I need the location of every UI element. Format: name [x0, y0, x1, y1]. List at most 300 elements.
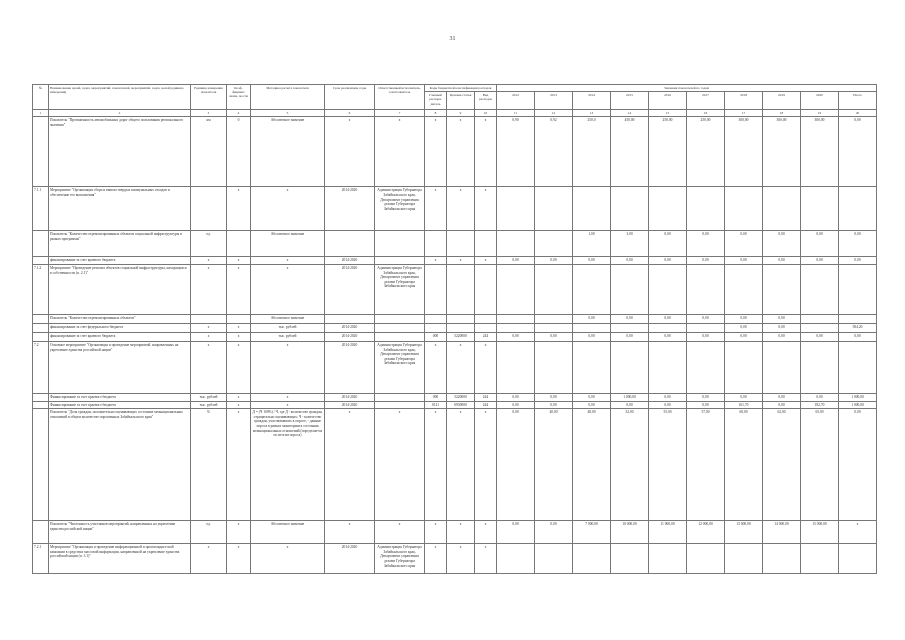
header-cell-year: Итого: [839, 92, 877, 110]
row-value: [535, 315, 573, 324]
row-budget-1: [425, 231, 447, 257]
row-number: 7.2.1: [33, 544, 49, 574]
row-number: [33, 324, 49, 333]
row-value: 0,00: [611, 401, 649, 409]
row-value: 0,00: [611, 333, 649, 342]
row-value: [535, 265, 573, 315]
row-responsible: х: [375, 117, 425, 187]
row-value: [801, 544, 839, 574]
row-number: [33, 117, 49, 187]
header-row: [33, 85, 877, 92]
column-number: 17: [725, 110, 763, 117]
row-value: 0,00: [687, 231, 725, 257]
table-row: [33, 117, 877, 187]
header-cell-budget-1: Главный распоря- дитель: [425, 92, 447, 110]
row-value: [687, 544, 725, 574]
header-cell-name: Наименование целей, задач, мероприятий, показателей, мероприятий, задач, целей (единица измерения): [49, 85, 191, 110]
row-unit: х: [191, 342, 227, 394]
row-value: 0,00: [725, 231, 763, 257]
row-value: 48,00: [573, 409, 611, 521]
row-method: тыс. рублей: [251, 333, 325, 342]
row-unit: тыс. рублей: [191, 401, 227, 409]
column-number: 16: [687, 110, 725, 117]
column-number: 10: [475, 110, 497, 117]
row-value: [497, 342, 535, 394]
header-cell-unit: Единица измерения показателя: [191, 85, 227, 110]
row-budget-1: [425, 265, 447, 315]
row-term: [325, 231, 375, 257]
header-cell-values: Значения показателей по годам: [497, 85, 877, 92]
row-value: [535, 324, 573, 333]
row-value: 0,00: [725, 333, 763, 342]
row-coef: х: [227, 187, 251, 231]
row-value: 0,00: [535, 257, 573, 265]
row-budget-2: х: [447, 521, 475, 544]
row-value: 0,00: [649, 315, 687, 324]
header-cell-year: 2016: [649, 92, 687, 110]
row-value: 12 000,00: [687, 521, 725, 544]
row-term: 2014-2020: [325, 265, 375, 315]
table-row: [33, 521, 877, 544]
row-number: [33, 257, 49, 265]
row-value: 1 000,00: [839, 401, 877, 409]
row-coef: х: [227, 521, 251, 544]
row-value: 0,00: [611, 315, 649, 324]
row-value: [649, 265, 687, 315]
header-cell-no: №: [33, 85, 49, 110]
column-number: 11: [497, 110, 535, 117]
row-responsible: Администрация Губернатора Забайкальского края, Департамент управления делами Губернатора Забайкальского края: [375, 265, 425, 315]
row-unit: [191, 187, 227, 231]
row-value: 0,00: [573, 315, 611, 324]
row-value: 0,00: [535, 521, 573, 544]
column-number: 7: [375, 110, 425, 117]
row-budget-3: х: [475, 117, 497, 187]
row-responsible: [375, 315, 425, 324]
row-coef: х: [227, 409, 251, 521]
row-coef: х: [227, 324, 251, 333]
table-row: [33, 342, 877, 394]
row-value: [611, 187, 649, 231]
row-value: [497, 544, 535, 574]
row-coef: х: [227, 401, 251, 409]
row-unit: х: [191, 324, 227, 333]
row-unit: х: [191, 257, 227, 265]
row-name: финансирование за счет краевого бюджета: [49, 257, 191, 265]
row-budget-3: х: [475, 409, 497, 521]
row-value: [725, 187, 763, 231]
header-cell-year: 2012: [497, 92, 535, 110]
row-value: 0,00: [763, 394, 801, 402]
row-value: [725, 342, 763, 394]
row-value: 0,00: [611, 257, 649, 265]
header-cell-year: 2018: [725, 92, 763, 110]
row-value: [573, 324, 611, 333]
row-value: [497, 231, 535, 257]
row-value: [573, 544, 611, 574]
row-value: 0,00: [573, 333, 611, 342]
row-value: 250,00: [649, 117, 687, 187]
column-number: 9: [447, 110, 475, 117]
row-budget-3: [475, 231, 497, 257]
row-budget-3: [475, 315, 497, 324]
row-value: 60,00: [725, 409, 763, 521]
row-value: [535, 342, 573, 394]
row-budget-3: х: [475, 342, 497, 394]
row-method: х: [251, 342, 325, 394]
row-value: 0,00: [801, 231, 839, 257]
row-value: 62,00: [763, 409, 801, 521]
column-number: 8: [425, 110, 447, 117]
row-value: [801, 324, 839, 333]
header-cell-method: Методика расчета показателя: [251, 85, 325, 110]
row-budget-1: х: [425, 187, 447, 231]
header-cell-coef: Коэф- фициент значи- мости: [227, 85, 251, 110]
row-budget-1: [425, 324, 447, 333]
row-budget-2: [447, 231, 475, 257]
row-budget-2: 5220000: [447, 394, 475, 402]
row-name: финансирование за счет краевого бюджета: [49, 333, 191, 342]
row-term: 2014-2020: [325, 401, 375, 409]
row-value: 0,00: [573, 394, 611, 402]
row-number: 7.1.1: [33, 187, 49, 231]
header-cell-year: 2020: [801, 92, 839, 110]
row-value: 182,70: [801, 401, 839, 409]
row-value: 7 000,00: [573, 521, 611, 544]
header-cell-year: 2019: [763, 92, 801, 110]
row-budget-2: 0930000: [447, 401, 475, 409]
row-value: 0,00: [535, 401, 573, 409]
row-budget-1: х: [425, 544, 447, 574]
row-responsible: Администрация Губернатора Забайкальского края, Департамент управления делами Губернатора Забайкальского края: [375, 342, 425, 394]
row-name: Показатель "Протяженность автомобильных дорог общего пользования регионального значения": [49, 117, 191, 187]
row-unit: х: [191, 333, 227, 342]
row-value: 11 000,00: [649, 521, 687, 544]
row-value: 15 000,00: [801, 521, 839, 544]
row-term: 2014-2020: [325, 544, 375, 574]
row-term: 2014-2020: [325, 333, 375, 342]
row-method: Абсолютное значение: [251, 521, 325, 544]
row-budget-3: х: [475, 521, 497, 544]
row-value: 250,0: [573, 117, 611, 187]
row-responsible: [375, 333, 425, 342]
row-responsible: Администрация Губернатора Забайкальского края, Департамент управления делами Губернатора Забайкальского края: [375, 187, 425, 231]
row-value: 52,00: [611, 409, 649, 521]
row-responsible: Администрация Губернатора Забайкальского края, Департамент управления делами Губернатора Забайкальского края: [375, 544, 425, 574]
table-row: [33, 265, 877, 315]
row-method: х: [251, 544, 325, 574]
row-value: 1 000,00: [611, 394, 649, 402]
row-value: 0,00: [725, 315, 763, 324]
row-value: [687, 187, 725, 231]
row-name: финансирование за счет федерального бюджета: [49, 324, 191, 333]
row-budget-1: х: [425, 257, 447, 265]
row-budget-2: [447, 265, 475, 315]
row-method: Абсолютное значение: [251, 231, 325, 257]
row-responsible: [375, 324, 425, 333]
row-value: 0,00: [763, 333, 801, 342]
row-budget-2: х: [447, 257, 475, 265]
row-number: 7.2: [33, 342, 49, 394]
row-value: [801, 265, 839, 315]
header-cell-responsible: Ответственный исполнитель, соисполнитель: [375, 85, 425, 110]
row-number: [33, 333, 49, 342]
row-value: [497, 324, 535, 333]
row-name: Основное мероприятие "Организация и проведение мероприятий, направленных на укрепление единства российской нации": [49, 342, 191, 394]
row-value: [611, 342, 649, 394]
row-value: [687, 324, 725, 333]
row-value: [611, 265, 649, 315]
row-value: [649, 544, 687, 574]
row-budget-1: 000: [425, 333, 447, 342]
row-budget-3: х: [475, 187, 497, 231]
row-value: 0,00: [725, 257, 763, 265]
row-unit: ед.: [191, 521, 227, 544]
column-number: 14: [611, 110, 649, 117]
row-coef: х: [227, 257, 251, 265]
row-value: [573, 265, 611, 315]
row-value: [497, 315, 535, 324]
row-coef: х: [227, 333, 251, 342]
row-value: х: [839, 521, 877, 544]
header-cell-term: Срок реализации, годы: [325, 85, 375, 110]
column-number: 20: [839, 110, 877, 117]
column-number: 13: [573, 110, 611, 117]
row-term: 2014-2020: [325, 394, 375, 402]
table-row: [33, 231, 877, 257]
row-value: [801, 187, 839, 231]
row-budget-1: х: [425, 521, 447, 544]
column-number: 4: [227, 110, 251, 117]
row-responsible: [375, 401, 425, 409]
row-budget-2: х: [447, 187, 475, 231]
row-coef: х: [227, 342, 251, 394]
row-value: 0,00: [497, 409, 535, 521]
row-value: 0,00: [839, 409, 877, 521]
row-budget-1: х: [425, 117, 447, 187]
row-budget-2: х: [447, 342, 475, 394]
row-value: 300,00: [801, 117, 839, 187]
header-cell-budget-codes: Коды бюджетной классификации расходов: [425, 85, 497, 92]
row-budget-3: [475, 265, 497, 315]
row-value: [611, 324, 649, 333]
row-name: Показатель "Численность участников мероприятий, направленных на укрепление единства российской нации": [49, 521, 191, 544]
row-budget-3: х: [475, 544, 497, 574]
row-value: [687, 265, 725, 315]
row-value: 57,00: [687, 409, 725, 521]
row-value: 1 000,00: [839, 394, 877, 402]
row-number: [33, 401, 49, 409]
table-row: [33, 187, 877, 231]
row-value: 0,00: [497, 521, 535, 544]
row-value: 0,00: [535, 394, 573, 402]
row-number: [33, 521, 49, 544]
row-term: 2014-2020: [325, 342, 375, 394]
row-term: [325, 315, 375, 324]
row-value: 13 000,00: [725, 521, 763, 544]
column-number: 5: [251, 110, 325, 117]
row-value: [763, 342, 801, 394]
row-value: 300,00: [763, 117, 801, 187]
row-budget-1: 000: [425, 394, 447, 402]
row-value: 0,00: [497, 394, 535, 402]
row-value: 0,00: [801, 394, 839, 402]
header-cell-year: 2014: [573, 92, 611, 110]
row-value: [535, 187, 573, 231]
row-term: 2014-2020: [325, 257, 375, 265]
row-value: 0,00: [763, 401, 801, 409]
column-number: 12: [535, 110, 573, 117]
row-value: 14 000,00: [763, 521, 801, 544]
row-value: 0,00: [497, 401, 535, 409]
row-value: 3,00: [611, 231, 649, 257]
row-unit: тыс. рублей: [191, 394, 227, 402]
row-value: 0,00: [649, 333, 687, 342]
row-unit: х: [191, 544, 227, 574]
row-value: 0,00: [839, 231, 877, 257]
row-coef: х: [227, 544, 251, 574]
row-coef: 0: [227, 117, 251, 187]
row-value: 0,00: [763, 231, 801, 257]
header-cell-year: 2013: [535, 92, 573, 110]
row-value: 0,00: [649, 231, 687, 257]
row-responsible: х: [375, 521, 425, 544]
row-name: Показатель "Количество отремонтированных объектов": [49, 315, 191, 324]
row-value: 0,00: [687, 333, 725, 342]
row-value: 0,00: [801, 333, 839, 342]
row-unit: км: [191, 117, 227, 187]
row-value: [497, 265, 535, 315]
row-value: 0,00: [649, 257, 687, 265]
row-coef: х: [227, 265, 251, 315]
row-value: [763, 265, 801, 315]
table-row: [33, 401, 877, 409]
row-unit: ед.: [191, 231, 227, 257]
row-value: 0,00: [573, 257, 611, 265]
row-value: 504,20: [839, 324, 877, 333]
row-budget-3: 244: [475, 333, 497, 342]
row-term: х: [325, 409, 375, 521]
row-budget-2: [447, 315, 475, 324]
row-budget-2: х: [447, 544, 475, 574]
column-number: 18: [763, 110, 801, 117]
row-name: Показатель "Доля граждан, положительно оценивающих состояние межнациональных отношений в общем количестве опрошенных Забайкальского края": [49, 409, 191, 521]
header-cell-year: 2015: [611, 92, 649, 110]
table-row: [33, 324, 877, 333]
row-value: 55,00: [649, 409, 687, 521]
row-value: [725, 544, 763, 574]
row-budget-1: [425, 315, 447, 324]
row-value: [763, 187, 801, 231]
row-budget-1: х: [425, 409, 447, 521]
table-row: [33, 257, 877, 265]
row-value: 0,00: [725, 324, 763, 333]
row-method: х: [251, 257, 325, 265]
row-method: Д = (Ч 100%) / Ч, где Д - количество граждан, отрицательно оценивающих; Ч - количество граждан, участвовавших в опросе, - данные опроса в рамках мониторинга состояния межнациональных отношений (определяется по итогам опроса): [251, 409, 325, 521]
row-budget-3: 244: [475, 401, 497, 409]
column-number: 19: [801, 110, 839, 117]
row-value: 161,70: [725, 401, 763, 409]
row-value: [535, 544, 573, 574]
column-number: 3: [191, 110, 227, 117]
table-row: [33, 315, 877, 324]
header-cell-year: 2017: [687, 92, 725, 110]
column-number-row: [33, 110, 877, 117]
row-responsible: [375, 394, 425, 402]
row-responsible: [375, 231, 425, 257]
row-budget-3: х: [475, 257, 497, 265]
row-value: [801, 342, 839, 394]
row-value: 0,00: [535, 333, 573, 342]
row-value: 0,00: [763, 315, 801, 324]
row-value: 250,00: [687, 117, 725, 187]
row-value: 1,00: [573, 231, 611, 257]
row-name: Финансирование за счет краевого бюджета: [49, 401, 191, 409]
row-value: [497, 187, 535, 231]
program-table: [32, 84, 877, 574]
row-method: х: [251, 187, 325, 231]
table-row: [33, 333, 877, 342]
row-value: [801, 315, 839, 324]
row-value: 0,00: [497, 333, 535, 342]
row-term: 2014-2020: [325, 187, 375, 231]
row-unit: [191, 315, 227, 324]
column-number: 15: [649, 110, 687, 117]
row-coef: [227, 231, 251, 257]
row-value: 0,00: [839, 333, 877, 342]
header-cell-budget-2: Целевая статья: [447, 92, 475, 110]
row-value: [839, 544, 877, 574]
row-value: 0,00: [763, 324, 801, 333]
row-budget-1: 0121: [425, 401, 447, 409]
row-value: 0,90: [497, 117, 535, 187]
row-value: 0,00: [839, 257, 877, 265]
row-value: 10 000,00: [611, 521, 649, 544]
row-value: [839, 187, 877, 231]
row-number: [33, 394, 49, 402]
row-value: 0,92: [535, 117, 573, 187]
row-budget-3: 244: [475, 394, 497, 402]
row-value: 0,00: [763, 257, 801, 265]
row-value: [611, 544, 649, 574]
row-value: 300,00: [725, 117, 763, 187]
row-value: 0,00: [649, 401, 687, 409]
table-row: [33, 409, 877, 521]
row-value: 65,00: [801, 409, 839, 521]
row-value: [763, 544, 801, 574]
row-value: 0,00: [687, 401, 725, 409]
row-number: [33, 409, 49, 521]
row-number: 7.1.2: [33, 265, 49, 315]
row-coef: [227, 315, 251, 324]
row-budget-2: х: [447, 409, 475, 521]
row-coef: х: [227, 394, 251, 402]
page-number: 31: [449, 36, 456, 42]
row-name: Мероприятие "Проведение ремонта объектов социальной инфраструктуры, находящихся в собственности (п. 2.1)": [49, 265, 191, 315]
row-value: 0,00: [839, 117, 877, 187]
row-value: 0,00: [801, 257, 839, 265]
row-budget-1: х: [425, 342, 447, 394]
row-value: [687, 342, 725, 394]
column-number: 2: [49, 110, 191, 117]
row-name: Финансирование за счет краевого бюджета: [49, 394, 191, 402]
header-cell-budget-3: Вид расходов: [475, 92, 497, 110]
row-value: 0,00: [497, 257, 535, 265]
column-number: 1: [33, 110, 49, 117]
row-unit: %: [191, 409, 227, 521]
row-method: Абсолютное значение: [251, 315, 325, 324]
row-responsible: [375, 257, 425, 265]
